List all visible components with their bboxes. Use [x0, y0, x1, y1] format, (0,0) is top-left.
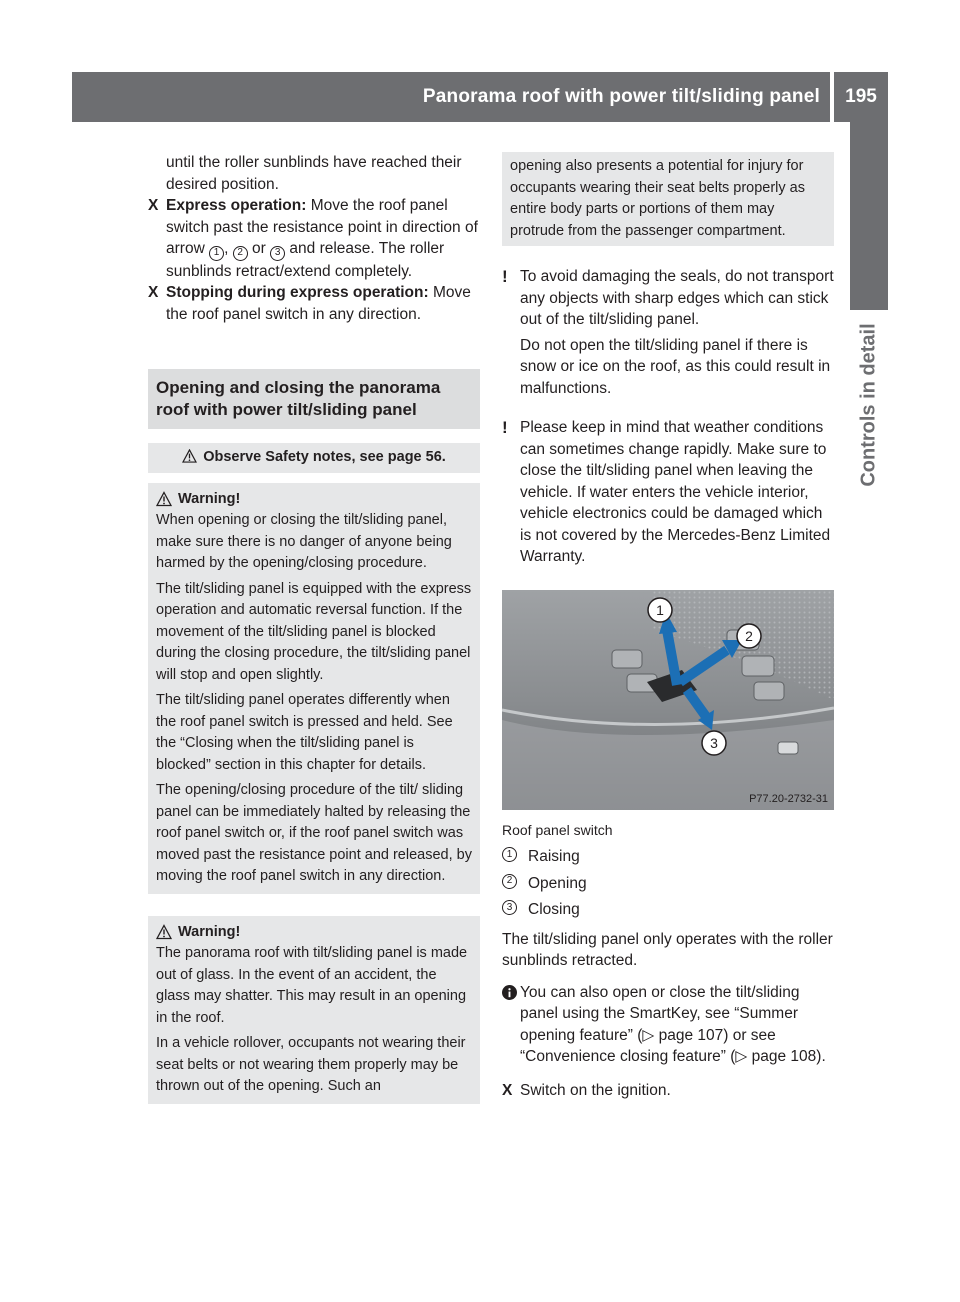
step-text-sep: or [247, 240, 271, 257]
info-text-part: ) or see “Convenience closing feature” ( [520, 1026, 776, 1065]
warning-heading [156, 489, 472, 511]
chapter-label-text: Controls in detail [857, 323, 880, 487]
exclamation-icon: ! [502, 267, 508, 286]
step-text: Move the roof panel switch in any direction. [166, 284, 471, 323]
step-label: Express operation: [166, 197, 307, 214]
body-text: The tilt/sliding panel only operates with the roller sunblinds retracted. [502, 930, 833, 969]
photo-callout-1: 1 [656, 601, 664, 618]
callout-3-icon: 3 [502, 900, 517, 915]
photo-callout-3: 3 [710, 734, 718, 751]
intro-text: until the roller sunblinds have reached their desired position. [166, 154, 462, 193]
warning-title: Warning! [178, 923, 241, 940]
page-header [72, 72, 888, 122]
section-heading: Opening and closing the panorama roof with power tilt/sliding panel [148, 369, 480, 429]
photo-callout-2: 2 [745, 627, 753, 644]
warning-box-continued [502, 152, 834, 246]
warning-heading [156, 922, 472, 944]
step-text: and release. The roller sunblinds retract/extend completely. [166, 240, 445, 280]
callout-1-icon: 1 [502, 847, 517, 862]
legend-item-opening [502, 873, 834, 895]
warning-triangle-icon [182, 449, 197, 463]
step-marker: X [148, 284, 159, 301]
safety-note [148, 443, 480, 473]
warning-triangle-icon [156, 491, 172, 507]
notice-seals [502, 266, 834, 399]
step-stopping-express [148, 282, 480, 325]
notice-paragraph: Please keep in mind that weather conditions can sometimes change rapidly. Make sure to close the tilt/sliding panel when leaving the vehicle. If water enters the vehicle interior, vehicle electronics could be damaged which is not covered by the Mercedes-Benz Limited Warranty. [520, 419, 831, 565]
safety-note-text: Observe Safety notes, see page 56. [203, 449, 446, 465]
notice-paragraph: To avoid damaging the seals, do not transport any objects with sharp edges which can stick out of the tilt/sliding panel. [520, 268, 834, 328]
warning-paragraph: The tilt/sliding panel operates differently when the roof panel switch is pressed and held. See the “Closing when the tilt/sliding panel is blocked” section in this chapter for details. [156, 692, 453, 773]
warning-box-2 [148, 916, 480, 1104]
callout-3-icon: 3 [270, 246, 285, 261]
callout-1-icon: 1 [209, 246, 224, 261]
page-number: 195 [845, 86, 877, 107]
roof-panel-switch-photo [502, 590, 834, 810]
step-switch-on-ignition [502, 1080, 834, 1102]
warning-triangle-icon [156, 924, 172, 940]
warning-continued-text: opening also presents a potential for injury for occupants wearing their seat belts properly as entire body parts or portions of them may protrude from the passenger compartment. [510, 158, 805, 239]
warning-paragraph: The opening/closing procedure of the tilt/ sliding panel can be immediately halted by releasing the roof panel switch or, if the roof panel switch was moved past the resistance point and released, by moving the roof panel switch in any direction. [156, 782, 472, 884]
callout-2-icon: 2 [502, 874, 517, 889]
legend-item-closing [502, 899, 834, 921]
legend-item-raising [502, 846, 834, 868]
info-text-part: You can also open or close the tilt/sliding panel using the SmartKey, see “Summer opening feature” ( [520, 983, 800, 1044]
page-title: Panorama roof with power tilt/sliding panel [422, 86, 820, 107]
warning-paragraph: In a vehicle rollover, occupants not wearing their seat belts or not wearing them properly may be thrown out of the opening. Such an [156, 1035, 466, 1094]
notice-paragraph: Do not open the tilt/sliding panel if there is snow or ice on the roof, as this could result in malfunctions. [520, 336, 831, 397]
page-reference-link[interactable]: ▷ page 108 [735, 1048, 817, 1065]
info-icon [502, 985, 517, 1000]
warning-box-1 [148, 483, 480, 894]
info-note [502, 982, 834, 1068]
step-text: Switch on the ignition. [520, 1081, 671, 1099]
legend-label: Raising [528, 848, 580, 865]
chapter-tab [850, 122, 888, 310]
info-text-part: ). [816, 1048, 826, 1065]
left-column [148, 152, 480, 1104]
step-express-operation [148, 195, 480, 282]
step-marker: X [148, 197, 159, 214]
warning-paragraph: The panorama roof with tilt/sliding panel is made out of glass. In the event of an accident, the glass may shatter. This may result in an opening in the roof. [156, 945, 468, 1026]
legend-label: Opening [528, 874, 587, 892]
page-reference-link[interactable]: ▷ page 107 [642, 1026, 724, 1044]
chapter-label [850, 310, 888, 500]
warning-title: Warning! [178, 490, 241, 507]
warning-paragraph: The tilt/sliding panel is equipped with the express operation and automatic reversal function. If the movement of the tilt/sliding panel is blocked during the closing procedure, the tilt/sliding panel will stop and open slightly. [156, 580, 472, 683]
photo-caption: Roof panel switch [502, 821, 613, 838]
step-text: Move the roof panel switch past the resistance point in direction of arrow [166, 197, 478, 257]
right-column [502, 152, 834, 1101]
warning-paragraph: When opening or closing the tilt/sliding panel, make sure there is no danger of anyone being harmed by the opening/closing procedure. [156, 512, 452, 571]
photo-code: P77.20-2732-31 [749, 792, 828, 805]
roof-panel-illustration [502, 590, 834, 810]
step-label: Stopping during express operation: [166, 284, 429, 301]
info-text [520, 982, 834, 1068]
step-text-sep: , [224, 240, 233, 257]
callout-2-icon: 2 [233, 246, 248, 261]
legend-label: Closing [528, 901, 580, 918]
notice-weather [502, 417, 834, 568]
step-marker: X [502, 1081, 513, 1099]
exclamation-icon: ! [502, 418, 508, 437]
